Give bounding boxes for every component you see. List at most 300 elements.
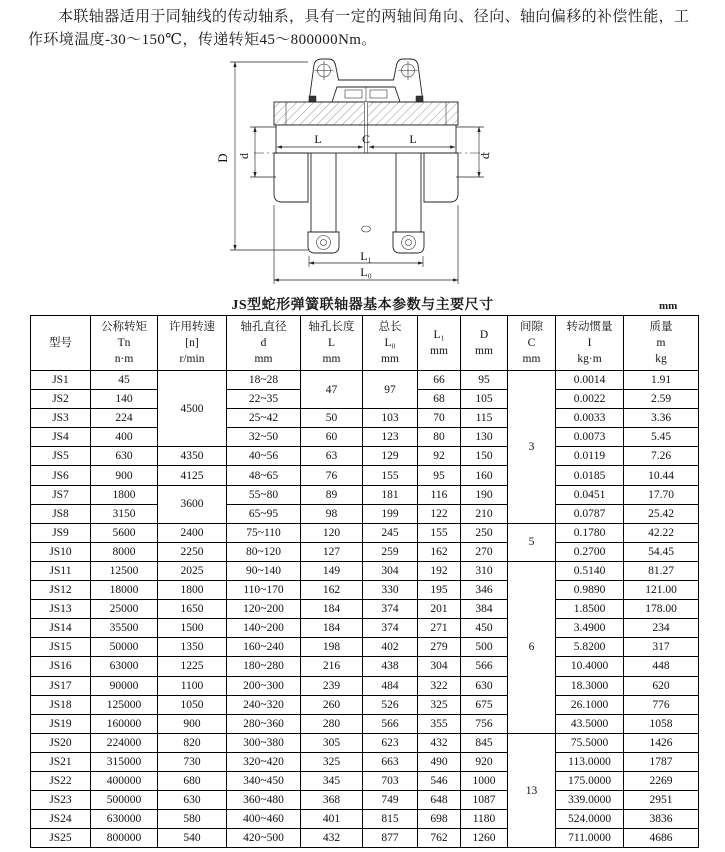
column-header: L₁ mm	[418, 316, 461, 371]
value-cell: 125000	[91, 695, 158, 714]
value-cell: 18.3000	[556, 676, 624, 695]
value-cell: 240~320	[227, 695, 301, 714]
value-cell: 1260	[461, 829, 508, 848]
model-cell: JS20	[31, 733, 91, 752]
value-cell: 0.0014	[556, 371, 624, 390]
value-cell: 10.4000	[556, 657, 624, 676]
value-cell: 63	[301, 447, 363, 466]
value-cell: 122	[418, 504, 461, 523]
intro-paragraph	[28, 6, 710, 52]
value-cell: 877	[363, 829, 418, 848]
model-cell: JS8	[31, 504, 91, 523]
value-cell: 115	[461, 409, 508, 428]
value-cell: 1800	[158, 581, 227, 600]
value-cell: 35500	[91, 619, 158, 638]
dim-label-d-left: d	[237, 153, 251, 159]
value-cell: 60	[301, 428, 363, 447]
value-cell: 815	[363, 810, 418, 829]
value-cell: 201	[418, 600, 461, 619]
table-row	[31, 485, 699, 504]
value-cell: 26.1000	[556, 695, 624, 714]
value-cell: 1787	[624, 752, 699, 771]
value-cell: 92	[418, 447, 461, 466]
table-row	[31, 695, 699, 714]
value-cell: 0.0119	[556, 447, 624, 466]
column-header: 许用转速 [n] r/min	[158, 316, 227, 371]
hub-end-right	[424, 153, 458, 202]
value-cell: 42.22	[624, 523, 699, 542]
model-cell: JS10	[31, 542, 91, 561]
value-cell: 566	[461, 657, 508, 676]
value-cell: 32~50	[227, 428, 301, 447]
table-row	[31, 371, 699, 390]
table-row	[31, 638, 699, 657]
value-cell: 448	[624, 657, 699, 676]
model-cell: JS18	[31, 695, 91, 714]
value-cell: 43.5000	[556, 714, 624, 733]
value-cell: 1050	[158, 695, 227, 714]
value-cell: 50000	[91, 638, 158, 657]
model-cell: JS22	[31, 771, 91, 790]
value-cell: 304	[418, 657, 461, 676]
value-cell: 0.0451	[556, 485, 624, 504]
value-cell: 12500	[91, 561, 158, 580]
coupling-technical-drawing	[196, 50, 548, 290]
value-cell: 432	[418, 733, 461, 752]
intro-line-2: 作环境温度-30～150℃，传递转矩45～800000Nm。	[28, 32, 377, 48]
table-row	[31, 409, 699, 428]
value-cell: 195	[418, 581, 461, 600]
value-cell: 162	[418, 542, 461, 561]
table-row	[31, 810, 699, 829]
column-header: 轴孔长度 L mm	[301, 316, 363, 371]
value-cell: 98	[301, 504, 363, 523]
value-cell: 18000	[91, 581, 158, 600]
value-cell: 178.00	[624, 600, 699, 619]
model-cell: JS19	[31, 714, 91, 733]
value-cell: 920	[461, 752, 508, 771]
value-cell: 259	[363, 542, 418, 561]
parameters-table	[30, 315, 699, 848]
dim-label-L0: L₀	[360, 265, 372, 279]
value-cell: 239	[301, 676, 363, 695]
column-header: 型号	[31, 316, 91, 371]
grease-fitting-icon	[309, 96, 316, 102]
value-cell: 80	[418, 428, 461, 447]
value-cell: 1650	[158, 600, 227, 619]
value-cell: 438	[363, 657, 418, 676]
value-cell: 1087	[461, 791, 508, 810]
value-cell: 110~170	[227, 581, 301, 600]
value-cell: 66	[418, 371, 461, 390]
value-cell: 0.2700	[556, 542, 624, 561]
value-cell: 216	[301, 657, 363, 676]
value-cell: 6	[508, 561, 556, 733]
value-cell: 70	[418, 409, 461, 428]
value-cell: 368	[301, 791, 363, 810]
value-cell: 305	[301, 733, 363, 752]
table-row	[31, 619, 699, 638]
value-cell: 317	[624, 638, 699, 657]
value-cell: 65~95	[227, 504, 301, 523]
value-cell: 200~300	[227, 676, 301, 695]
value-cell: 280~360	[227, 714, 301, 733]
value-cell: 75.5000	[556, 733, 624, 752]
column-header: 转动惯量 I kg·m	[556, 316, 624, 371]
model-cell: JS25	[31, 829, 91, 848]
value-cell: 4125	[158, 466, 227, 485]
table-title: JS型蛇形弹簧联轴器基本参数与主要尺寸	[231, 298, 494, 313]
value-cell: 620	[624, 676, 699, 695]
value-cell: 162	[301, 581, 363, 600]
value-cell: 360~480	[227, 791, 301, 810]
model-cell: JS15	[31, 638, 91, 657]
value-cell: 160~240	[227, 638, 301, 657]
value-cell: 0.0787	[556, 504, 624, 523]
value-cell: 400	[91, 428, 158, 447]
value-cell: 48~65	[227, 466, 301, 485]
value-cell: 18~28	[227, 371, 301, 390]
value-cell: 0.0033	[556, 409, 624, 428]
model-cell: JS7	[31, 485, 91, 504]
value-cell: 703	[363, 771, 418, 790]
value-cell: 50	[301, 409, 363, 428]
value-cell: 490	[418, 752, 461, 771]
value-cell: 116	[418, 485, 461, 504]
value-cell: 3.36	[624, 409, 699, 428]
table-row	[31, 791, 699, 810]
value-cell: 3836	[624, 810, 699, 829]
value-cell: 776	[624, 695, 699, 714]
value-cell: 500	[461, 638, 508, 657]
coupling-drawing-svg	[196, 50, 548, 290]
dim-label-D: D	[215, 153, 230, 163]
value-cell: 280	[301, 714, 363, 733]
value-cell: 1058	[624, 714, 699, 733]
value-cell: 749	[363, 791, 418, 810]
value-cell: 54.45	[624, 542, 699, 561]
value-cell: 0.0022	[556, 390, 624, 409]
model-cell: JS9	[31, 523, 91, 542]
value-cell: 2951	[624, 791, 699, 810]
value-cell: 13	[508, 733, 556, 848]
table-row	[31, 428, 699, 447]
value-cell: 300~380	[227, 733, 301, 752]
column-header: 间隙 C mm	[508, 316, 556, 371]
value-cell: 120	[301, 523, 363, 542]
value-cell: 339.0000	[556, 791, 624, 810]
value-cell: 160	[461, 466, 508, 485]
table-row	[31, 657, 699, 676]
value-cell: 540	[158, 829, 227, 848]
column-header: 公称转矩 Tn n·m	[91, 316, 158, 371]
model-cell: JS6	[31, 466, 91, 485]
value-cell: 95	[461, 371, 508, 390]
value-cell: 320~420	[227, 752, 301, 771]
leg-foot-right	[393, 232, 424, 253]
dim-label-L-left: L	[314, 132, 322, 146]
value-cell: 90000	[91, 676, 158, 695]
column-header: 质量 m kg	[624, 316, 699, 371]
value-cell: 25.42	[624, 504, 699, 523]
value-cell: 401	[301, 810, 363, 829]
value-cell: 630	[461, 676, 508, 695]
value-cell: 105	[461, 390, 508, 409]
value-cell: 663	[363, 752, 418, 771]
value-cell: 325	[418, 695, 461, 714]
hub-end-left	[274, 153, 308, 202]
value-cell: 526	[363, 695, 418, 714]
value-cell: 2269	[624, 771, 699, 790]
value-cell: 762	[418, 829, 461, 848]
value-cell: 155	[418, 523, 461, 542]
value-cell: 17.70	[624, 485, 699, 504]
value-cell: 47	[301, 371, 363, 409]
table-row	[31, 752, 699, 771]
value-cell: 129	[363, 447, 418, 466]
model-cell: JS16	[31, 657, 91, 676]
value-cell: 330	[363, 581, 418, 600]
grease-fitting-icon	[416, 96, 423, 102]
table-unit-label: mm	[659, 300, 678, 312]
value-cell: 224	[91, 409, 158, 428]
table-row	[31, 542, 699, 561]
value-cell: 76	[301, 466, 363, 485]
model-cell: JS24	[31, 810, 91, 829]
value-cell: 5.8200	[556, 638, 624, 657]
value-cell: 630	[91, 447, 158, 466]
value-cell: 1.8500	[556, 600, 624, 619]
model-cell: JS3	[31, 409, 91, 428]
value-cell: 25~42	[227, 409, 301, 428]
value-cell: 4500	[158, 371, 227, 447]
model-cell: JS21	[31, 752, 91, 771]
value-cell: 566	[363, 714, 418, 733]
value-cell: 250	[461, 523, 508, 542]
value-cell: 0.0185	[556, 466, 624, 485]
value-cell: 5600	[91, 523, 158, 542]
value-cell: 120~200	[227, 600, 301, 619]
value-cell: 175.0000	[556, 771, 624, 790]
value-cell: 711.0000	[556, 829, 624, 848]
value-cell: 150	[461, 447, 508, 466]
value-cell: 0.0073	[556, 428, 624, 447]
value-cell: 234	[624, 619, 699, 638]
center-hole-icon	[362, 226, 371, 232]
value-cell: 190	[461, 485, 508, 504]
value-cell: 2025	[158, 561, 227, 580]
value-cell: 3600	[158, 485, 227, 523]
value-cell: 432	[301, 829, 363, 848]
value-cell: 89	[301, 485, 363, 504]
value-cell: 245	[363, 523, 418, 542]
value-cell: 198	[301, 638, 363, 657]
value-cell: 81.27	[624, 561, 699, 580]
value-cell: 8000	[91, 542, 158, 561]
model-cell: JS23	[31, 791, 91, 810]
value-cell: 4350	[158, 447, 227, 466]
header-row	[31, 316, 699, 371]
value-cell: 374	[363, 619, 418, 638]
intro-line-1: 本联轴器适用于同轴线的传动轴系，具有一定的两轴间角向、径向、轴向偏移的补偿性能，工	[58, 9, 690, 25]
value-cell: 400~460	[227, 810, 301, 829]
value-cell: 648	[418, 791, 461, 810]
value-cell: 123	[363, 428, 418, 447]
dim-label-L1: L₁	[360, 249, 372, 263]
value-cell: 698	[418, 810, 461, 829]
model-cell: JS17	[31, 676, 91, 695]
value-cell: 97	[363, 371, 418, 409]
value-cell: 524.0000	[556, 810, 624, 829]
value-cell: 374	[363, 600, 418, 619]
value-cell: 340~450	[227, 771, 301, 790]
model-cell: JS13	[31, 600, 91, 619]
value-cell: 279	[418, 638, 461, 657]
dim-label-L-right: L	[409, 132, 417, 146]
value-cell: 322	[418, 676, 461, 695]
value-cell: 130	[461, 428, 508, 447]
value-cell: 180~280	[227, 657, 301, 676]
value-cell: 310	[461, 561, 508, 580]
table-header	[31, 316, 699, 371]
value-cell: 730	[158, 752, 227, 771]
value-cell: 121.00	[624, 581, 699, 600]
table-row	[31, 466, 699, 485]
value-cell: 1800	[91, 485, 158, 504]
value-cell: 3	[508, 371, 556, 524]
value-cell: 149	[301, 561, 363, 580]
value-cell: 40~56	[227, 447, 301, 466]
value-cell: 1500	[158, 619, 227, 638]
value-cell: 400000	[91, 771, 158, 790]
value-cell: 113.0000	[556, 752, 624, 771]
value-cell: 199	[363, 504, 418, 523]
value-cell: 325	[301, 752, 363, 771]
value-cell: 304	[363, 561, 418, 580]
value-cell: 260	[301, 695, 363, 714]
table-row	[31, 600, 699, 619]
value-cell: 345	[301, 771, 363, 790]
value-cell: 402	[363, 638, 418, 657]
table-row	[31, 733, 699, 752]
leg-foot-left	[308, 232, 339, 253]
value-cell: 1180	[461, 810, 508, 829]
value-cell: 1225	[158, 657, 227, 676]
table-row	[31, 447, 699, 466]
value-cell: 3150	[91, 504, 158, 523]
value-cell: 355	[418, 714, 461, 733]
value-cell: 1.91	[624, 371, 699, 390]
value-cell: 630000	[91, 810, 158, 829]
value-cell: 484	[363, 676, 418, 695]
dim-label-C: C	[361, 132, 371, 146]
value-cell: 140~200	[227, 619, 301, 638]
value-cell: 5	[508, 523, 556, 561]
value-cell: 63000	[91, 657, 158, 676]
value-cell: 103	[363, 409, 418, 428]
table-body	[31, 371, 699, 848]
value-cell: 270	[461, 542, 508, 561]
model-cell: JS4	[31, 428, 91, 447]
model-cell: JS11	[31, 561, 91, 580]
value-cell: 680	[158, 771, 227, 790]
value-cell: 0.5140	[556, 561, 624, 580]
value-cell: 7.26	[624, 447, 699, 466]
table-row	[31, 504, 699, 523]
value-cell: 580	[158, 810, 227, 829]
model-cell: JS12	[31, 581, 91, 600]
table-row	[31, 523, 699, 542]
value-cell: 0.1780	[556, 523, 624, 542]
value-cell: 820	[158, 733, 227, 752]
column-header: 总长 L₀ mm	[363, 316, 418, 371]
value-cell: 675	[461, 695, 508, 714]
value-cell: 623	[363, 733, 418, 752]
value-cell: 1100	[158, 676, 227, 695]
value-cell: 384	[461, 600, 508, 619]
model-cell: JS14	[31, 619, 91, 638]
value-cell: 420~500	[227, 829, 301, 848]
value-cell: 55~80	[227, 485, 301, 504]
value-cell: 346	[461, 581, 508, 600]
value-cell: 800000	[91, 829, 158, 848]
value-cell: 500000	[91, 791, 158, 810]
value-cell: 95	[418, 466, 461, 485]
value-cell: 1426	[624, 733, 699, 752]
value-cell: 68	[418, 390, 461, 409]
value-cell: 2250	[158, 542, 227, 561]
column-header: D mm	[461, 316, 508, 371]
value-cell: 845	[461, 733, 508, 752]
model-cell: JS1	[31, 371, 91, 390]
dim-label-d-right: d	[478, 153, 492, 159]
value-cell: 127	[301, 542, 363, 561]
model-cell: JS5	[31, 447, 91, 466]
value-cell: 3.4900	[556, 619, 624, 638]
value-cell: 1350	[158, 638, 227, 657]
value-cell: 450	[461, 619, 508, 638]
value-cell: 210	[461, 504, 508, 523]
table-row	[31, 829, 699, 848]
table-row	[31, 714, 699, 733]
table-row	[31, 771, 699, 790]
value-cell: 184	[301, 600, 363, 619]
value-cell: 0.9890	[556, 581, 624, 600]
table-row	[31, 676, 699, 695]
value-cell: 22~35	[227, 390, 301, 409]
value-cell: 160000	[91, 714, 158, 733]
value-cell: 75~110	[227, 523, 301, 542]
value-cell: 184	[301, 619, 363, 638]
value-cell: 900	[158, 714, 227, 733]
table-row	[31, 561, 699, 580]
value-cell: 45	[91, 371, 158, 390]
value-cell: 90~140	[227, 561, 301, 580]
value-cell: 140	[91, 390, 158, 409]
value-cell: 4686	[624, 829, 699, 848]
value-cell: 756	[461, 714, 508, 733]
value-cell: 192	[418, 561, 461, 580]
table-row	[31, 581, 699, 600]
value-cell: 630	[158, 791, 227, 810]
value-cell: 900	[91, 466, 158, 485]
column-header: 轴孔直径 d mm	[227, 316, 301, 371]
value-cell: 2400	[158, 523, 227, 542]
value-cell: 80~120	[227, 542, 301, 561]
value-cell: 10.44	[624, 466, 699, 485]
value-cell: 546	[418, 771, 461, 790]
value-cell: 271	[418, 619, 461, 638]
